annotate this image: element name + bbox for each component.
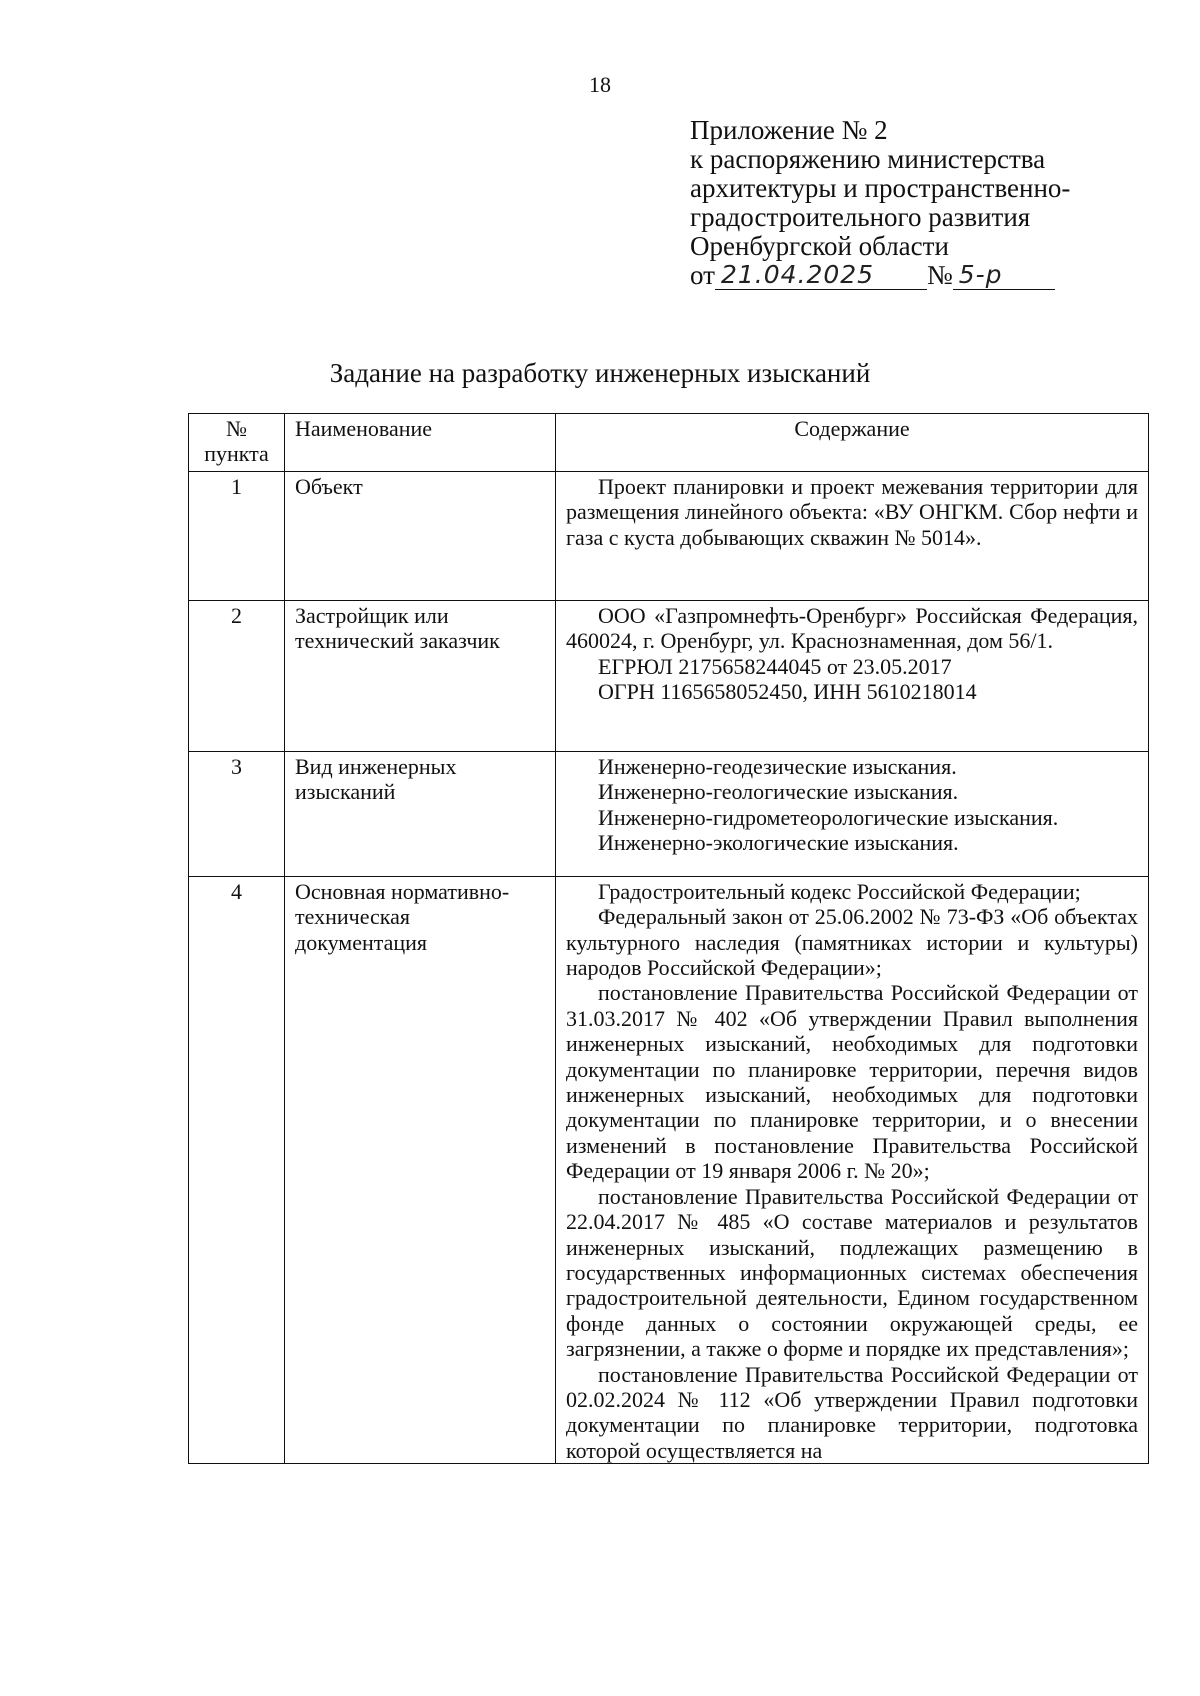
appendix-line: к распоряжению министерства bbox=[690, 144, 1046, 174]
appendix-line: градостроительного развития bbox=[690, 202, 1031, 232]
content-paragraph: Инженерно-геодезические изыскания. bbox=[598, 753, 957, 779]
table-row bbox=[189, 876, 1149, 1463]
content-paragraph: ЕГРЮЛ 2175658244045 от 23.05.2017 bbox=[598, 653, 952, 679]
row-content bbox=[556, 751, 1149, 876]
table-row bbox=[189, 751, 1149, 876]
row-name: Застройщик или технический заказчик bbox=[285, 600, 556, 751]
row-content bbox=[556, 471, 1149, 600]
content-paragraph: ООО «Газпромнефть-Оренбург» Российская Федерация, 460024, г. Оренбург, ул. Краснознаменная, дом 56/1. bbox=[566, 602, 1138, 654]
date-prefix: от bbox=[690, 260, 715, 290]
content-paragraph: Инженерно-экологические изыскания. bbox=[598, 830, 959, 856]
row-content bbox=[556, 876, 1149, 1463]
row-name: Вид инженерных изысканий bbox=[285, 751, 556, 876]
table-header-row bbox=[189, 414, 1149, 472]
row-content bbox=[556, 600, 1149, 751]
document-title: Задание на разработку инженерных изысканий bbox=[329, 358, 871, 388]
row-number: 2 bbox=[189, 600, 285, 751]
header-content: Содержание bbox=[556, 414, 1149, 472]
content-paragraph: ОГРН 1165658052450, ИНН 5610218014 bbox=[598, 679, 977, 705]
content-paragraph: постановление Правительства Российской Федерации от 22.04.2017 № 485 «О составе материалов и результатов инженерных изысканий, подлежащих размещению в государственных информационных системах обеспечения градостроительной деятельности, Едином государственном фонде данных о состоянии окружающей среды, ее загрязнении, а также о форме и порядке их представления»; bbox=[566, 1183, 1138, 1362]
content-paragraph: постановление Правительства Российской Федерации от 31.03.2017 № 402 «Об утверждении Правил выполнения инженерных изысканий, необходимых для подготовки документации по планировке территории, перечня видов инженерных изысканий, необходимых для подготовки документации по планировке территории, и о внесении изменений в постановление Правительства Российской Федерации от 19 января 2006 г. № 20»; bbox=[566, 980, 1138, 1184]
appendix-line: Оренбургской области bbox=[690, 231, 949, 261]
content-paragraph: Инженерно-гидрометеорологические изыскания. bbox=[598, 804, 1059, 830]
row-number: 1 bbox=[189, 471, 285, 600]
row-number: 4 bbox=[189, 876, 285, 1463]
handwritten-number: 5-р bbox=[953, 262, 1055, 290]
appendix-date-number-line bbox=[690, 261, 1150, 290]
appendix-title: Приложение № 2 bbox=[690, 115, 888, 145]
content-paragraph: постановление Правительства Российской Федерации от 02.02.2024 № 112 «Об утверждении Правил подготовки документации по планировке территории, подготовка которой осуществляется на bbox=[566, 1361, 1138, 1463]
header-name: Наименование bbox=[285, 414, 556, 472]
survey-task-table bbox=[188, 413, 1149, 1464]
handwritten-date: 21.04.2025 bbox=[715, 262, 927, 290]
content-paragraph: Проект планировки и проект межевания территории для размещения линейного объекта: «ВУ ОНГКМ. Сбор нефти и газа с куста добывающих скважин № 5014». bbox=[566, 473, 1138, 550]
header-number: № пункта bbox=[189, 414, 285, 472]
table-row bbox=[189, 600, 1149, 751]
appendix-header bbox=[690, 116, 1150, 290]
page-number: 18 bbox=[589, 72, 611, 97]
number-prefix: № bbox=[926, 260, 953, 290]
content-paragraph: Градостроительный кодекс Российской Федерации; bbox=[598, 878, 1081, 904]
content-paragraph: Федеральный закон от 25.06.2002 № 73-ФЗ «Об объектах культурного наследия (памятниках истории и культуры) народов Российской Федерации»; bbox=[566, 904, 1138, 981]
table-row bbox=[189, 471, 1149, 600]
content-paragraph: Инженерно-геологические изыскания. bbox=[598, 779, 959, 805]
row-number: 3 bbox=[189, 751, 285, 876]
row-name: Объект bbox=[285, 471, 556, 600]
row-name: Основная нормативно-техническая документация bbox=[285, 876, 556, 1463]
appendix-line: архитектуры и пространственно- bbox=[690, 173, 1071, 203]
